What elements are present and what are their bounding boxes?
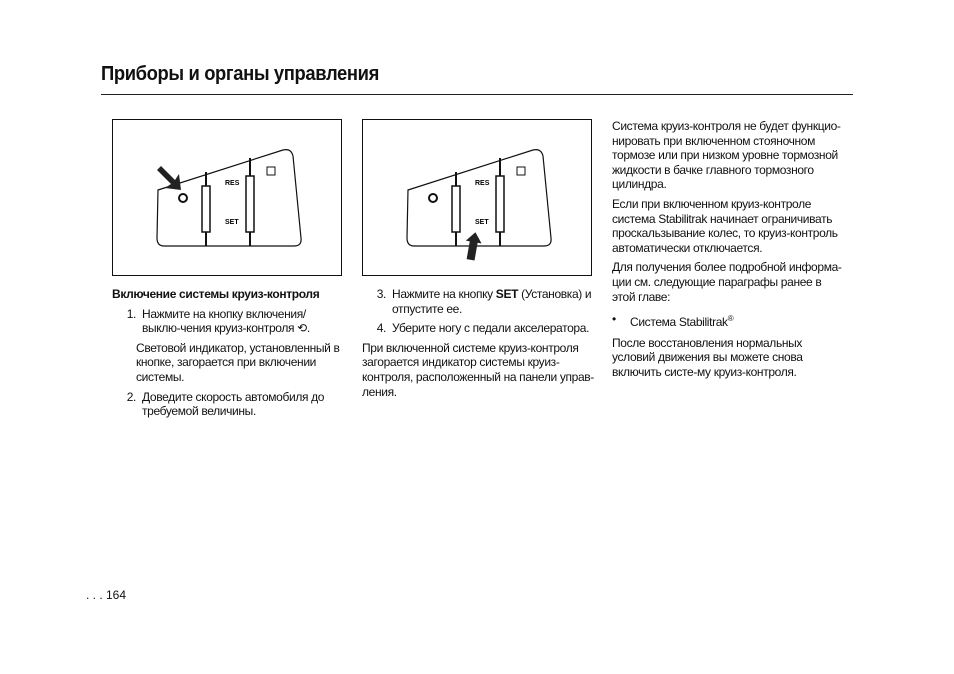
arrow-icon bbox=[157, 166, 181, 190]
step-note: Световой индикатор, установленный в кнопке, загорается при включении системы. bbox=[136, 340, 340, 384]
section-heading: Включение системы круиз-контроля bbox=[112, 287, 320, 301]
paragraph: Если при включенном круиз-контроле система Stabilitrak начинает ограничивать проскальзывание колес, то круиз-контроль автоматически отключается. bbox=[612, 196, 838, 255]
res-label: RES bbox=[475, 180, 490, 187]
paragraph: После восстановления нормальных условий движения вы можете снова включить систе-му круиз-контроля. bbox=[612, 335, 803, 379]
column-1 bbox=[112, 287, 344, 424]
set-label: SET bbox=[495, 287, 519, 301]
step-number: 4. bbox=[376, 321, 386, 336]
step-number: 1. bbox=[126, 306, 136, 321]
step-text: Нажмите на кнопку включения/выклю-чения круиз-контроля ⟲. bbox=[142, 306, 310, 336]
paragraph: Система круиз-контроля не будет функцио-нировать при включенном стояночном тормозе или при низком уровне тормозной жидкости в бачке главного тормозного цилиндра. bbox=[612, 119, 841, 192]
step-number: 3. bbox=[376, 287, 386, 301]
page-number: . . . 164 bbox=[86, 588, 127, 602]
step-text: Уберите ногу с педали акселератора. bbox=[392, 321, 590, 336]
paragraph: При включенной системе круиз-контроля загорается индикатор системы круиз-контроля, расположенный на панели управ-ления. bbox=[362, 340, 594, 399]
cruise-icon bbox=[429, 194, 437, 202]
bullet-text: Система Stabilitrak® bbox=[630, 314, 734, 330]
set-label: SET bbox=[225, 219, 239, 226]
column-2 bbox=[362, 287, 594, 404]
figure-set-button bbox=[362, 119, 592, 276]
page-title: Приборы и органы управления bbox=[101, 63, 379, 85]
paragraph: Для получения более подробной информа-ции см. следующие параграфы ранее в этой главе: bbox=[612, 260, 842, 304]
column-3 bbox=[612, 119, 844, 385]
step-text: Доведите скорость автомобиля до требуемой величины. bbox=[142, 389, 325, 419]
res-label: RES bbox=[225, 180, 240, 187]
figure-cruise-on-button bbox=[112, 119, 342, 276]
step-text: Нажмите на кнопку SET (Установка) и отпустите ее. bbox=[392, 287, 592, 316]
bullet: • bbox=[612, 312, 616, 327]
set-label: SET bbox=[475, 219, 489, 226]
title-divider bbox=[101, 94, 853, 95]
cruise-icon bbox=[179, 194, 187, 202]
step-number: 2. bbox=[126, 389, 136, 404]
